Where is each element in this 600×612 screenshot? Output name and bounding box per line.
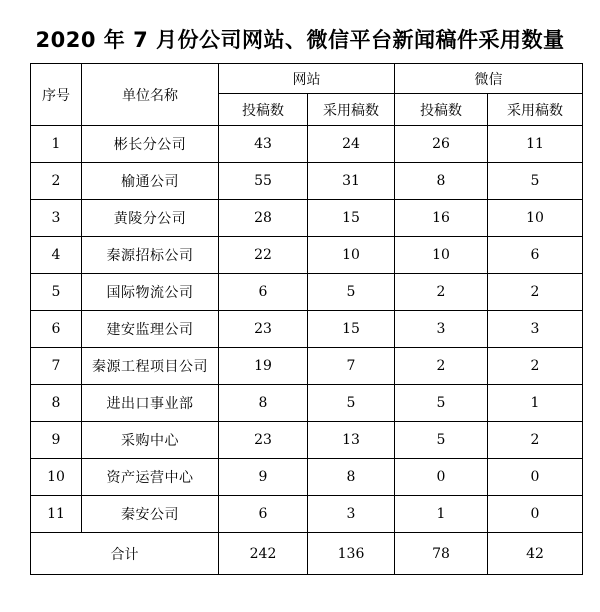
cell-website-submitted: 22 — [219, 237, 308, 274]
cell-seq: 6 — [31, 311, 82, 348]
cell-website-submitted: 6 — [219, 496, 308, 533]
cell-wechat-submitted: 0 — [395, 459, 488, 496]
table-row — [31, 385, 583, 422]
cell-website-adopted: 5 — [308, 385, 395, 422]
cell-website-submitted: 23 — [219, 311, 308, 348]
cell-website-submitted: 8 — [219, 385, 308, 422]
table-row — [31, 274, 583, 311]
total-row — [31, 533, 583, 575]
cell-wechat-submitted: 10 — [395, 237, 488, 274]
cell-wechat-adopted: 0 — [488, 459, 583, 496]
total-wechat-submitted: 78 — [395, 533, 488, 575]
cell-website-adopted: 7 — [308, 348, 395, 385]
cell-website-adopted: 8 — [308, 459, 395, 496]
table-row — [31, 422, 583, 459]
cell-website-submitted: 6 — [219, 274, 308, 311]
cell-seq: 1 — [31, 126, 82, 163]
cell-wechat-submitted: 26 — [395, 126, 488, 163]
cell-website-submitted: 55 — [219, 163, 308, 200]
total-label: 合计 — [31, 533, 219, 575]
cell-unit-name: 黄陵分公司 — [82, 200, 219, 237]
total-website-adopted: 136 — [308, 533, 395, 575]
table-row — [31, 200, 583, 237]
cell-wechat-submitted: 8 — [395, 163, 488, 200]
cell-seq: 5 — [31, 274, 82, 311]
cell-wechat-submitted: 2 — [395, 348, 488, 385]
cell-wechat-adopted: 10 — [488, 200, 583, 237]
cell-wechat-adopted: 6 — [488, 237, 583, 274]
cell-website-submitted: 23 — [219, 422, 308, 459]
total-website-submitted: 242 — [219, 533, 308, 575]
cell-wechat-submitted: 5 — [395, 385, 488, 422]
header-website-submitted: 投稿数 — [219, 94, 308, 126]
cell-unit-name: 进出口事业部 — [82, 385, 219, 422]
cell-unit-name: 资产运营中心 — [82, 459, 219, 496]
cell-website-adopted: 10 — [308, 237, 395, 274]
cell-wechat-adopted: 2 — [488, 348, 583, 385]
cell-unit-name: 彬长分公司 — [82, 126, 219, 163]
cell-website-adopted: 15 — [308, 311, 395, 348]
total-wechat-adopted: 42 — [488, 533, 583, 575]
cell-unit-name: 秦安公司 — [82, 496, 219, 533]
cell-wechat-adopted: 3 — [488, 311, 583, 348]
cell-unit-name: 国际物流公司 — [82, 274, 219, 311]
cell-unit-name: 建安监理公司 — [82, 311, 219, 348]
cell-seq: 2 — [31, 163, 82, 200]
cell-website-submitted: 43 — [219, 126, 308, 163]
cell-seq: 10 — [31, 459, 82, 496]
cell-wechat-submitted: 1 — [395, 496, 488, 533]
cell-website-submitted: 19 — [219, 348, 308, 385]
header-website: 网站 — [219, 64, 395, 94]
table-row — [31, 237, 583, 274]
table-row — [31, 348, 583, 385]
table-row — [31, 126, 583, 163]
header-wechat-adopted: 采用稿数 — [488, 94, 583, 126]
header-unit-name: 单位名称 — [82, 64, 219, 126]
cell-wechat-submitted: 16 — [395, 200, 488, 237]
cell-seq: 7 — [31, 348, 82, 385]
cell-wechat-adopted: 1 — [488, 385, 583, 422]
cell-wechat-adopted: 11 — [488, 126, 583, 163]
table-row — [31, 163, 583, 200]
cell-wechat-adopted: 2 — [488, 422, 583, 459]
table-row — [31, 496, 583, 533]
cell-seq: 9 — [31, 422, 82, 459]
header-website-adopted: 采用稿数 — [308, 94, 395, 126]
cell-website-adopted: 5 — [308, 274, 395, 311]
cell-seq: 11 — [31, 496, 82, 533]
table-row — [31, 459, 583, 496]
cell-wechat-adopted: 2 — [488, 274, 583, 311]
cell-website-adopted: 13 — [308, 422, 395, 459]
cell-website-adopted: 15 — [308, 200, 395, 237]
cell-wechat-adopted: 0 — [488, 496, 583, 533]
cell-seq: 8 — [31, 385, 82, 422]
header-wechat: 微信 — [395, 64, 583, 94]
cell-seq: 3 — [31, 200, 82, 237]
cell-unit-name: 榆通公司 — [82, 163, 219, 200]
cell-wechat-adopted: 5 — [488, 163, 583, 200]
cell-unit-name: 采购中心 — [82, 422, 219, 459]
cell-wechat-submitted: 5 — [395, 422, 488, 459]
page-title: 2020 年 7 月份公司网站、微信平台新闻稿件采用数量 — [35, 28, 565, 52]
table-row — [31, 311, 583, 348]
cell-wechat-submitted: 2 — [395, 274, 488, 311]
cell-website-submitted: 28 — [219, 200, 308, 237]
header-seq: 序号 — [31, 64, 82, 126]
cell-unit-name: 秦源招标公司 — [82, 237, 219, 274]
cell-unit-name: 秦源工程项目公司 — [82, 348, 219, 385]
cell-website-adopted: 24 — [308, 126, 395, 163]
cell-wechat-submitted: 3 — [395, 311, 488, 348]
news-adoption-table — [30, 63, 583, 575]
cell-website-adopted: 31 — [308, 163, 395, 200]
cell-website-adopted: 3 — [308, 496, 395, 533]
header-wechat-submitted: 投稿数 — [395, 94, 488, 126]
cell-website-submitted: 9 — [219, 459, 308, 496]
cell-seq: 4 — [31, 237, 82, 274]
